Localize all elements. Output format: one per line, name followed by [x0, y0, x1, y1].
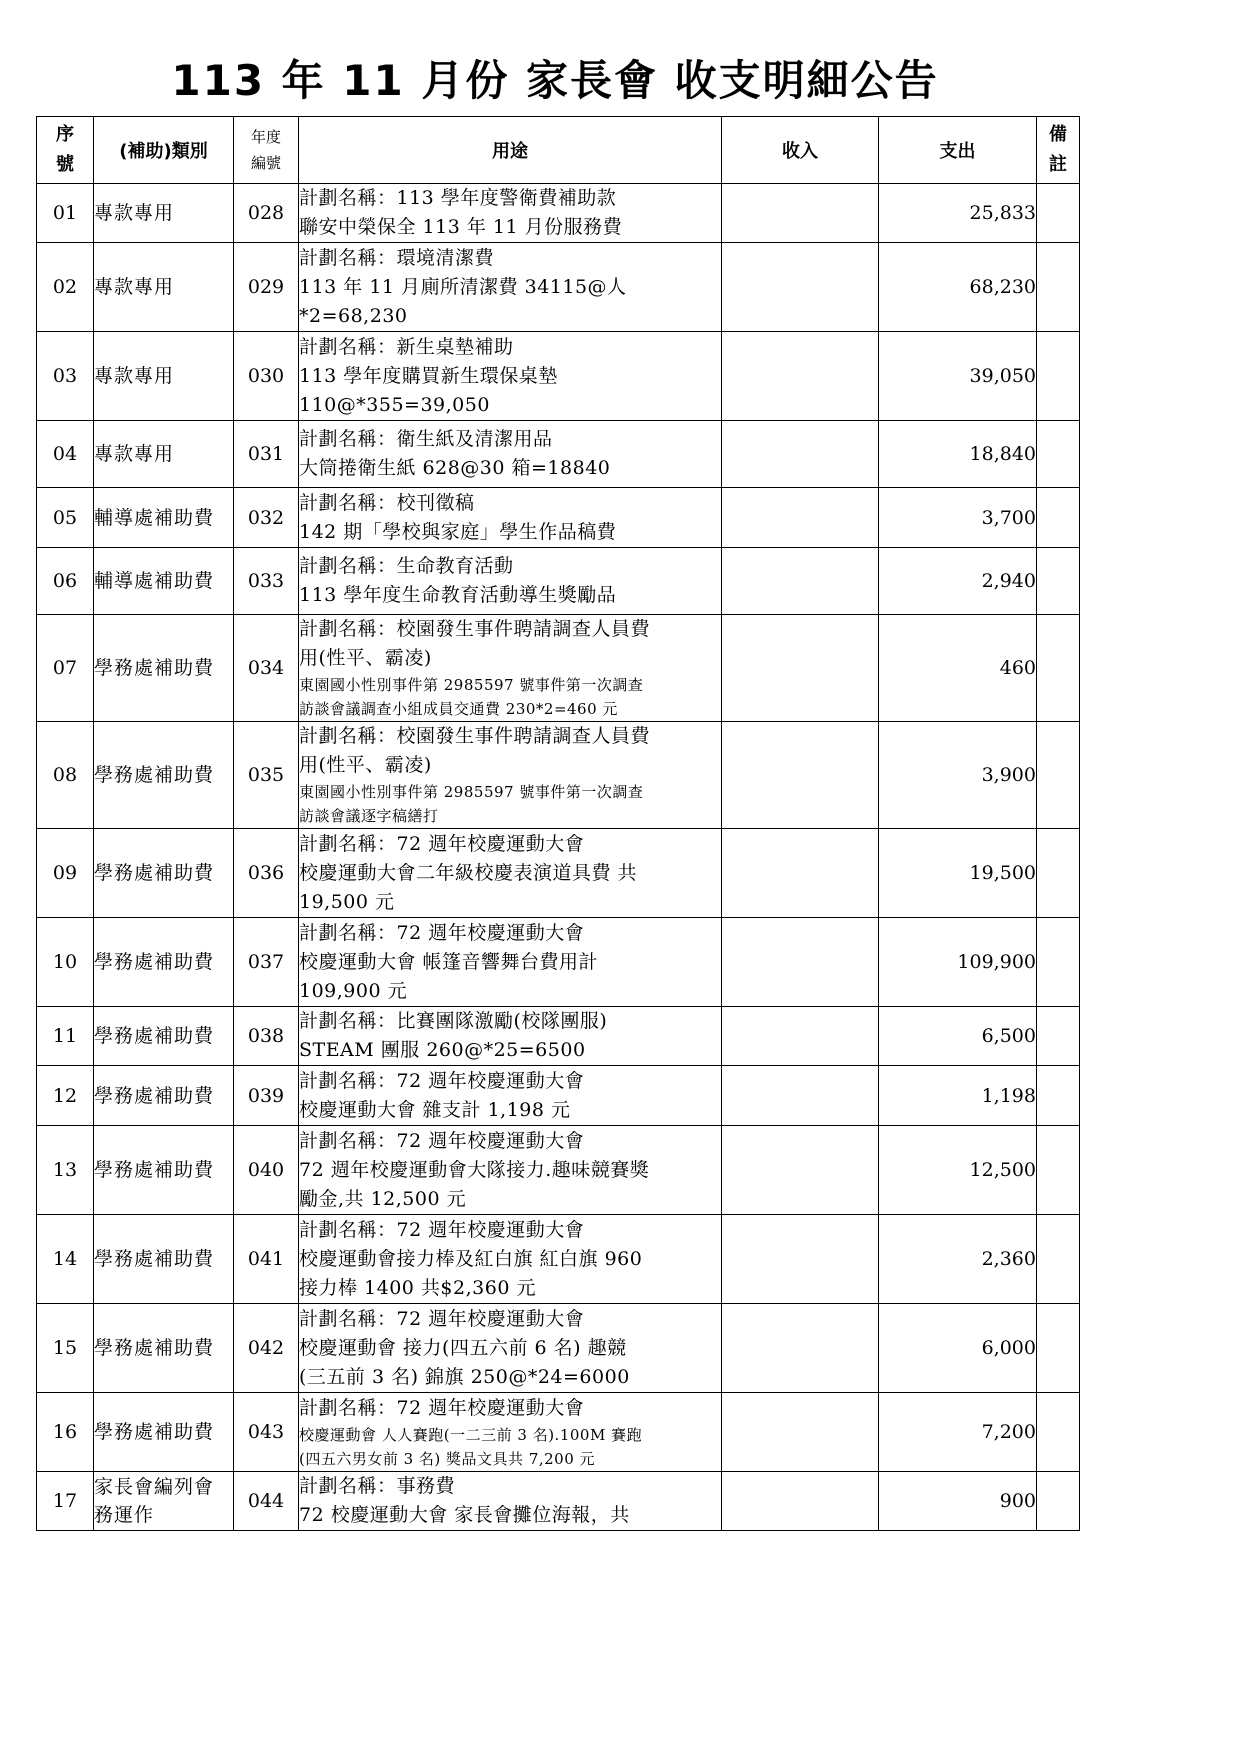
expense-table: [36, 116, 1080, 1531]
row-income: [722, 1393, 879, 1472]
header-purpose: 用途: [299, 117, 722, 184]
row-category: 專款專用: [94, 332, 234, 421]
row-remark: [1037, 1126, 1080, 1215]
row-purpose: [299, 1472, 722, 1531]
row-category: 輔導處補助費: [94, 548, 234, 615]
purpose-line: 110@*355=39,050: [299, 393, 490, 416]
header-income: 收入: [722, 117, 879, 184]
purpose-line: (三五前 3 名) 錦旗 250@*24=6000: [299, 1365, 630, 1388]
row-expense: 7,200: [879, 1393, 1037, 1472]
row-seq: 06: [37, 548, 94, 615]
row-seq: 07: [37, 615, 94, 722]
row-remark: [1037, 332, 1080, 421]
row-expense: 12,500: [879, 1126, 1037, 1215]
purpose-detail-line: 訪談會議逐字稿繕打: [299, 807, 439, 825]
table-row: [37, 1007, 1080, 1066]
row-expense: 3,900: [879, 722, 1037, 829]
purpose-line: 142 期「學校與家庭」學生作品稿費: [299, 520, 617, 543]
row-code: 035: [234, 722, 299, 829]
purpose-line: 校慶運動會 接力(四五六前 6 名) 趣競: [299, 1336, 627, 1359]
purpose-detail-line: 東園國小性別事件第 2985597 號事件第一次調查: [299, 676, 644, 694]
row-income: [722, 184, 879, 243]
table-row: [37, 1126, 1080, 1215]
row-purpose: [299, 243, 722, 332]
row-seq: 03: [37, 332, 94, 421]
purpose-line: 計劃名稱：113 學年度警衛費補助款: [299, 187, 617, 209]
row-category: 專款專用: [94, 184, 234, 243]
row-remark: [1037, 421, 1080, 488]
purpose-line: 計劃名稱：72 週年校慶運動大會: [299, 1129, 585, 1152]
row-expense: 460: [879, 615, 1037, 722]
purpose-line: 聯安中榮保全 113 年 11 月份服務費: [299, 216, 623, 238]
purpose-line: STEAM 團服 260@*25=6500: [299, 1039, 586, 1061]
purpose-line: *2=68,230: [299, 304, 408, 327]
row-code: 032: [234, 488, 299, 548]
row-seq: 10: [37, 918, 94, 1007]
purpose-line: 計劃名稱：事務費: [299, 1475, 456, 1497]
table-row: [37, 722, 1080, 829]
row-code: 029: [234, 243, 299, 332]
row-income: [722, 722, 879, 829]
table-row: [37, 1215, 1080, 1304]
row-expense: 68,230: [879, 243, 1037, 332]
row-income: [722, 1304, 879, 1393]
row-purpose: [299, 1066, 722, 1126]
row-expense: 900: [879, 1472, 1037, 1531]
purpose-line: 113 學年度購買新生環保桌墊: [299, 364, 558, 387]
purpose-line: 計劃名稱：72 週年校慶運動大會: [299, 1069, 585, 1092]
row-expense: 25,833: [879, 184, 1037, 243]
purpose-line: 校慶運動大會 帳篷音響舞台費用計: [299, 950, 599, 973]
purpose-line: 計劃名稱：生命教育活動: [299, 555, 514, 577]
table-row: [37, 548, 1080, 615]
purpose-line: 校慶運動大會 雜支計 1,198 元: [299, 1098, 571, 1121]
purpose-line: 接力棒 1400 共$2,360 元: [299, 1276, 536, 1299]
purpose-line: 計劃名稱：72 週年校慶運動大會: [299, 1218, 585, 1241]
row-expense: 6,000: [879, 1304, 1037, 1393]
table-row: [37, 421, 1080, 488]
row-code: 043: [234, 1393, 299, 1472]
row-remark: [1037, 1066, 1080, 1126]
row-code: 034: [234, 615, 299, 722]
row-category: 學務處補助費: [94, 1066, 234, 1126]
purpose-line: 113 年 11 月廁所清潔費 34115@人: [299, 275, 627, 298]
row-purpose: [299, 918, 722, 1007]
row-code: 040: [234, 1126, 299, 1215]
row-category: 學務處補助費: [94, 918, 234, 1007]
row-remark: [1037, 243, 1080, 332]
table-row: [37, 1393, 1080, 1472]
row-code: 033: [234, 548, 299, 615]
row-remark: [1037, 184, 1080, 243]
table-body: [37, 184, 1080, 1531]
purpose-line: 72 週年校慶運動會大隊接力.趣味競賽獎: [299, 1158, 650, 1181]
purpose-detail-line: (四五六男女前 3 名) 獎品文具共 7,200 元: [299, 1449, 596, 1468]
row-category: 專款專用: [94, 421, 234, 488]
row-seq: 11: [37, 1007, 94, 1066]
row-purpose: [299, 1215, 722, 1304]
purpose-line: 計劃名稱：衛生紙及清潔用品: [299, 428, 553, 450]
purpose-line: 計劃名稱：環境清潔費: [299, 246, 495, 269]
header-remark-line1: 備: [1049, 124, 1067, 145]
row-expense: 18,840: [879, 421, 1037, 488]
purpose-line: 109,900 元: [299, 979, 408, 1002]
purpose-line: 計劃名稱：校園發生事件聘請調查人員費: [299, 725, 651, 747]
row-expense: 6,500: [879, 1007, 1037, 1066]
purpose-line: 計劃名稱：校刊徵稿: [299, 491, 475, 514]
row-seq: 12: [37, 1066, 94, 1126]
purpose-line: 計劃名稱：72 週年校慶運動大會: [299, 921, 585, 944]
row-category: 學務處補助費: [94, 1126, 234, 1215]
row-category: 學務處補助費: [94, 1304, 234, 1393]
row-category: 學務處補助費: [94, 615, 234, 722]
row-purpose: [299, 1126, 722, 1215]
row-code: 042: [234, 1304, 299, 1393]
row-income: [722, 488, 879, 548]
row-code: 038: [234, 1007, 299, 1066]
table-row: [37, 918, 1080, 1007]
row-purpose: [299, 488, 722, 548]
row-category: 專款專用: [94, 243, 234, 332]
purpose-line: 計劃名稱：72 週年校慶運動大會: [299, 1307, 585, 1330]
row-code: 044: [234, 1472, 299, 1531]
row-purpose: [299, 1393, 722, 1472]
row-income: [722, 548, 879, 615]
row-category: 輔導處補助費: [94, 488, 234, 548]
row-seq: 14: [37, 1215, 94, 1304]
table-row: [37, 488, 1080, 548]
row-expense: 19,500: [879, 829, 1037, 918]
header-category: (補助)類別: [94, 117, 234, 184]
row-category: 學務處補助費: [94, 1393, 234, 1472]
row-expense: 109,900: [879, 918, 1037, 1007]
row-income: [722, 1007, 879, 1066]
header-remark: [1037, 117, 1080, 184]
row-seq: 08: [37, 722, 94, 829]
purpose-line: 用(性平、霸凌): [299, 754, 432, 776]
row-seq: 09: [37, 829, 94, 918]
header-remark-line2: 註: [1049, 154, 1067, 175]
row-remark: [1037, 1472, 1080, 1531]
row-remark: [1037, 548, 1080, 615]
table-row: [37, 615, 1080, 722]
row-code: 030: [234, 332, 299, 421]
row-income: [722, 615, 879, 722]
row-seq: 05: [37, 488, 94, 548]
header-expense: 支出: [879, 117, 1037, 184]
row-remark: [1037, 829, 1080, 918]
row-code: 028: [234, 184, 299, 243]
purpose-line: 計劃名稱：72 週年校慶運動大會: [299, 1396, 585, 1419]
purpose-line: 計劃名稱：校園發生事件聘請調查人員費: [299, 618, 651, 640]
purpose-detail-line: 校慶運動會 人人賽跑(一二三前 3 名).100M 賽跑: [299, 1425, 643, 1444]
row-category: 家長會編列會務運作: [94, 1472, 234, 1531]
row-seq: 01: [37, 184, 94, 243]
row-code: 041: [234, 1215, 299, 1304]
row-income: [722, 1215, 879, 1304]
row-income: [722, 243, 879, 332]
purpose-line: 勵金,共 12,500 元: [299, 1187, 467, 1210]
row-category: 學務處補助費: [94, 1215, 234, 1304]
row-code: 039: [234, 1066, 299, 1126]
row-purpose: [299, 184, 722, 243]
row-income: [722, 829, 879, 918]
row-income: [722, 1472, 879, 1531]
row-purpose: [299, 615, 722, 722]
row-code: 037: [234, 918, 299, 1007]
row-seq: 16: [37, 1393, 94, 1472]
row-income: [722, 1066, 879, 1126]
purpose-line: 計劃名稱：新生桌墊補助: [299, 335, 514, 358]
purpose-line: 72 校慶運動大會 家長會攤位海報，共: [299, 1504, 630, 1526]
row-category: 學務處補助費: [94, 829, 234, 918]
row-purpose: [299, 829, 722, 918]
row-income: [722, 332, 879, 421]
purpose-line: 113 學年度生命教育活動導生獎勵品: [299, 584, 617, 606]
row-remark: [1037, 722, 1080, 829]
row-purpose: [299, 1007, 722, 1066]
table-row: [37, 243, 1080, 332]
row-remark: [1037, 488, 1080, 548]
table-row: [37, 332, 1080, 421]
row-income: [722, 421, 879, 488]
row-seq: 04: [37, 421, 94, 488]
table-row: [37, 1472, 1080, 1531]
table-row: [37, 184, 1080, 243]
row-income: [722, 918, 879, 1007]
row-seq: 15: [37, 1304, 94, 1393]
table-row: [37, 829, 1080, 918]
row-code: 036: [234, 829, 299, 918]
header-code-line1: 年度: [250, 128, 281, 146]
row-purpose: [299, 1304, 722, 1393]
purpose-detail-line: 訪談會議調查小組成員交通費 230*2=460 元: [299, 700, 618, 718]
row-seq: 02: [37, 243, 94, 332]
purpose-line: 19,500 元: [299, 890, 395, 913]
row-expense: 2,360: [879, 1215, 1037, 1304]
row-purpose: [299, 548, 722, 615]
row-category: 學務處補助費: [94, 1007, 234, 1066]
row-expense: 3,700: [879, 488, 1037, 548]
row-remark: [1037, 1393, 1080, 1472]
row-income: [722, 1126, 879, 1215]
row-remark: [1037, 1304, 1080, 1393]
row-remark: [1037, 918, 1080, 1007]
header-seq: [37, 117, 94, 184]
table-row: [37, 1304, 1080, 1393]
row-purpose: [299, 722, 722, 829]
row-code: 031: [234, 421, 299, 488]
row-remark: [1037, 1007, 1080, 1066]
row-expense: 39,050: [879, 332, 1037, 421]
header-row: [37, 117, 1080, 184]
purpose-line: 大筒捲衛生紙 628@30 箱=18840: [299, 457, 611, 479]
row-purpose: [299, 332, 722, 421]
purpose-line: 計劃名稱：72 週年校慶運動大會: [299, 832, 585, 855]
row-category: 學務處補助費: [94, 722, 234, 829]
header-code: [234, 117, 299, 184]
row-seq: 17: [37, 1472, 94, 1531]
row-remark: [1037, 1215, 1080, 1304]
header-seq-line1: 序: [56, 124, 74, 145]
row-purpose: [299, 421, 722, 488]
header-code-line2: 編號: [250, 154, 281, 172]
purpose-line: 校慶運動會接力棒及紅白旗 紅白旗 960: [299, 1247, 643, 1270]
purpose-line: 用(性平、霸凌): [299, 647, 432, 669]
row-expense: 2,940: [879, 548, 1037, 615]
row-remark: [1037, 615, 1080, 722]
purpose-line: 計劃名稱：比賽團隊激勵(校隊團服): [299, 1010, 608, 1032]
table-row: [37, 1066, 1080, 1126]
purpose-detail-line: 東園國小性別事件第 2985597 號事件第一次調查: [299, 783, 644, 801]
row-seq: 13: [37, 1126, 94, 1215]
row-expense: 1,198: [879, 1066, 1037, 1126]
header-seq-line2: 號: [56, 154, 74, 175]
page-title: 113 年 11 月份 家長會 收支明細公告: [171, 56, 939, 105]
purpose-line: 校慶運動大會二年級校慶表演道具費 共: [299, 861, 638, 884]
